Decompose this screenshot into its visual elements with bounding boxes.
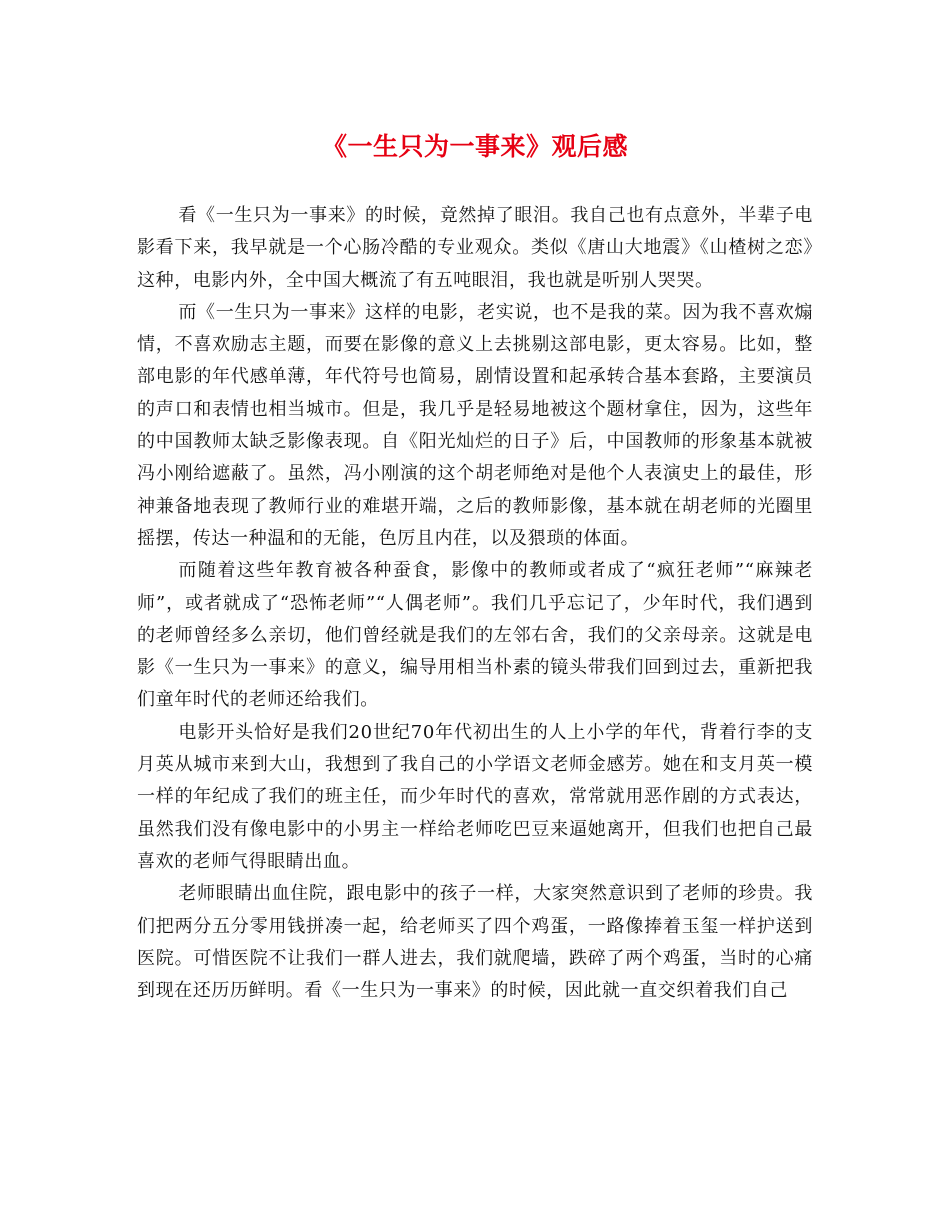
paragraph-5: 老师眼睛出血住院，跟电影中的孩子一样，大家突然意识到了老师的珍贵。我们把两分五分零用钱拼凑一起，给老师买了四个鸡蛋，一路像捧着玉玺一样护送到医院。可惜医院不让我们一群人进去，我们就爬墙，跌碎了两个鸡蛋，当时的心痛到现在还历历鲜明。看《一生只为一事来》的时候，因此就一直交织着我们自己 bbox=[137, 883, 813, 1002]
paragraph-4: 电影开头恰好是我们20世纪70年代初出生的人上小学的年代，背着行李的支月英从城市来到大山，我想到了我自己的小学语文老师金感芳。她在和支月英一模一样的年纪成了我们的班主任，而少年时代的喜欢，常常就用恶作剧的方式表达，虽然我们没有像电影中的小男主一样给老师吃巴豆来逼她离开，但我们也把自己最喜欢的老师气得眼睛出血。 bbox=[137, 721, 813, 872]
paragraph-1: 看《一生只为一事来》的时候，竟然掉了眼泪。我自己也有点意外，半辈子电影看下来，我早就是一个心肠冷酷的专业观众。类似《唐山大地震》《山楂树之恋》这种，电影内外，全中国大概流了有五吨眼泪，我也就是听别人哭哭。 bbox=[137, 205, 813, 291]
paragraph-3: 而随着这些年教育被各种蚕食，影像中的教师或者成了“疯狂老师”“麻辣老师”，或者就成了“恐怖老师”“人偶老师”。我们几乎忘记了，少年时代，我们遇到的老师曾经多么亲切，他们曾经就是我们的左邻右舍，我们的父亲母亲。这就是电影《一生只为一事来》的意义，编导用相当朴素的镜头带我们回到过去，重新把我们童年时代的老师还给我们。 bbox=[137, 560, 813, 711]
article-body bbox=[137, 200, 813, 1007]
page-title: 《一生只为一事来》观后感 bbox=[321, 132, 628, 161]
paragraph-2: 而《一生只为一事来》这样的电影，老实说，也不是我的菜。因为我不喜欢煽情，不喜欢励志主题，而要在影像的意义上去挑剔这部电影，更太容易。比如，整部电影的年代感单薄，年代符号也简易，剧情设置和起承转合基本套路，主要演员的声口和表情也相当城市。但是，我几乎是轻易地被这个题材拿住，因为，这些年的中国教师太缺乏影像表现。自《阳光灿烂的日子》后，中国教师的形象基本就被冯小刚给遮蔽了。虽然，冯小刚演的这个胡老师绝对是他个人表演史上的最佳，形神兼备地表现了教师行业的难堪开端，之后的教师影像，基本就在胡老师的光圈里摇摆，传达一种温和的无能，色厉且内荏，以及猥琐的体面。 bbox=[137, 301, 813, 549]
